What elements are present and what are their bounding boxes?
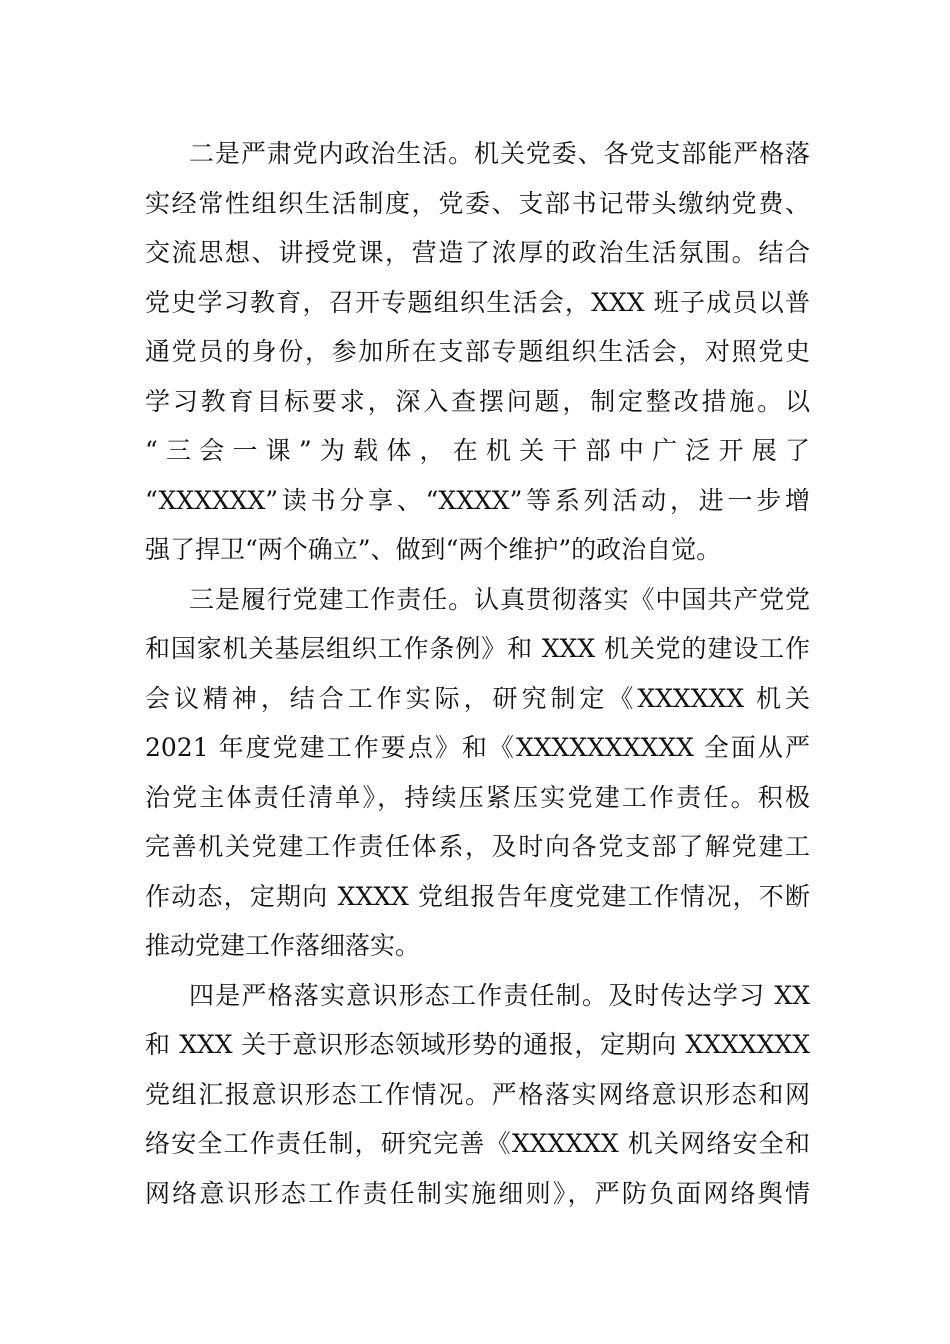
text-line: 强了捍卫“两个确立”、做到“两个维护”的政治自觉。 (145, 535, 722, 564)
paragraph-party-political-life (145, 129, 810, 575)
text-line: 会议精神，结合工作实际，研究制定《XXXXXX 机关 (145, 683, 810, 713)
text-line: 推动党建工作落细落实。 (145, 931, 421, 960)
text-line: 作动态，定期向 XXXX 党组报告年度党建工作情况，不断 (145, 881, 810, 911)
text-line: 党史学习教育，召开专题组织生活会，XXX 班子成员以普 (145, 287, 810, 317)
text-line: 三是履行党建工作责任。认真贯彻落实《中国共产党党 (189, 584, 810, 614)
text-line: “XXXXXX”读书分享、“XXXX”等系列活动，进一步增 (145, 485, 810, 515)
text-line: 和 XXX 关于意识形态领域形势的通报，定期向 XXXXXXX (145, 1030, 810, 1059)
text-line: 交流思想、讲授党课，营造了浓厚的政治生活氛围。结合 (145, 238, 810, 267)
paragraph-ideology-responsibility (145, 971, 810, 1219)
text-line: 通党员的身份，参加所在支部专题组织生活会，对照党史 (145, 337, 810, 366)
text-line: 网络意识形态工作责任制实施细则》，严防负面网络舆情 (145, 1178, 810, 1208)
text-line: 完善机关党建工作责任体系，及时向各党支部了解党建工 (145, 832, 810, 861)
text-line: 和国家机关基层组织工作条例》和 XXX 机关党的建设工作 (145, 634, 810, 663)
text-line: 学习教育目标要求，深入查摆问题，制定整改措施。以 (145, 386, 810, 416)
document-body (145, 129, 810, 1218)
text-line: 络安全工作责任制，研究完善《XXXXXX 机关网络安全和 (145, 1129, 810, 1158)
text-line: 二是严肃党内政治生活。机关党委、各党支部能严格落 (189, 139, 810, 168)
text-line: 四是严格落实意识形态工作责任制。及时传达学习 XX (189, 980, 810, 1010)
paragraph-party-building-responsibility (145, 575, 810, 971)
text-line: 实经常性组织生活制度，党委、支部书记带头缴纳党费、 (145, 188, 810, 218)
text-line: 治党主体责任清单》，持续压紧压实党建工作责任。积极 (145, 782, 810, 812)
text-line: 党组汇报意识形态工作情况。严格落实网络意识形态和网 (145, 1079, 810, 1109)
text-line: 2021 年度党建工作要点》和《XXXXXXXXXX 全面从严 (145, 733, 810, 762)
text-line: “三会一课”为载体，在机关干部中广泛开展了 (145, 436, 810, 465)
